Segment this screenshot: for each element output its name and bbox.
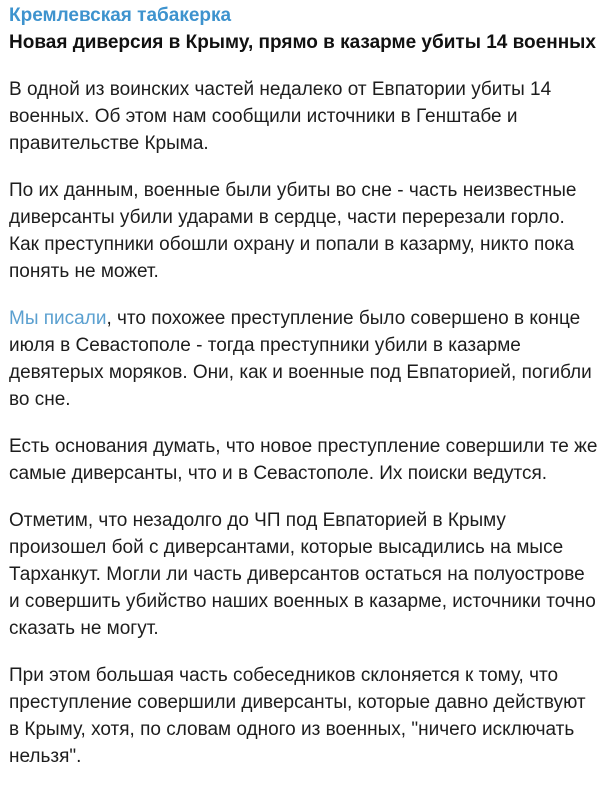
paragraph-5-text: Отметим, что незадолго до ЧП под Евпаторией в Крыму произошел бой с диверсантами, которые высадились на мысе Тарханкут. Могли ли часть диверсантов остаться на полуострове и совершить убийство наших военных в казарме, источники точно сказать не могут. [9,510,596,639]
my-pisali-link[interactable]: Мы писали [9,308,107,329]
paragraph-4-text: Есть основания думать, что новое преступление совершили те же самые диверсанты, что и в Севастополе. Их поиски ведутся. [9,436,598,484]
paragraph-3 [9,305,600,413]
paragraph-2 [9,177,600,285]
title-body-spacer [9,56,600,76]
paragraph-2-text: По их данным, военные были убиты во сне - часть неизвестные диверсанты убили ударами в сердце, части перерезали горло. Как преступники обошли охрану и попали в казарму, никто пока понять не может. [9,180,577,282]
paragraph-5 [9,507,600,642]
paragraph-6-text: При этом большая часть собеседников склоняется к тому, что преступление совершили диверсанты, которые давно действуют в Крыму, хотя, по словам одного из военных, "ничего исключать нельзя". [9,665,586,767]
paragraph-1-text: В одной из воинских частей недалеко от Евпатории убиты 14 военных. Об этом нам сообщили источники в Генштабе и правительстве Крыма. [9,79,552,154]
paragraph-3-text: , что похожее преступление было совершено в конце июля в Севастополе - тогда преступники убили в казарме девятерых моряков. Они, как и военные под Евпаторией, погибли во сне. [9,308,592,410]
channel-name[interactable]: Кремлевская табакерка [9,5,232,26]
post-title: Новая диверсия в Крыму, прямо в казарме убиты 14 военных [9,32,596,53]
paragraph-6 [9,662,600,770]
paragraph-4 [9,433,600,487]
paragraph-1 [9,76,600,157]
